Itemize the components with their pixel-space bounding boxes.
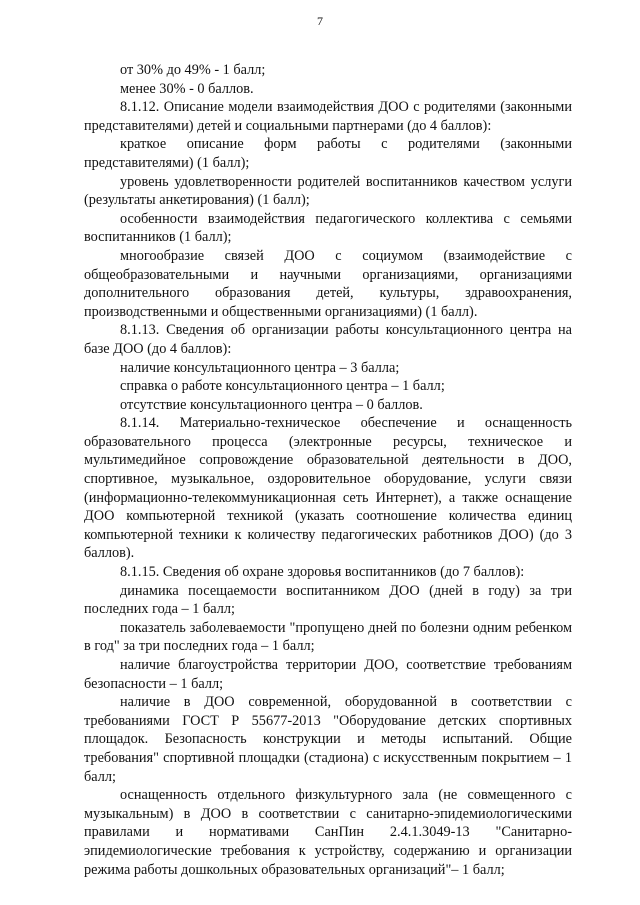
section-heading-8-1-14: 8.1.14. Материально-техническое обеспечение и оснащенность образовательного процесса (электронные ресурсы, техническое и мультимедийное сопровождение образовательной деятельности в ДОО, спортивное, музыкальное, оздоровительное оборудование, услуги связи (информационно-телекоммуникационная сеть Интернет), а также оснащение ДОО компьютерной техникой (указать соотношение количества единиц компьютерной техники к количеству педагогических работников ДОО) (до 3 баллов). [84, 415, 572, 562]
paragraph: отсутствие консультационного центра – 0 баллов. [120, 396, 423, 413]
section-heading-8-1-13: 8.1.13. Сведения об организации работы консультационного центра на базе ДОО (до 4 баллов): [84, 322, 572, 357]
paragraph: наличие консультационного центра – 3 балла; [120, 359, 400, 376]
section-heading-8-1-12: 8.1.12. Описание модели взаимодействия ДОО с родителями (законными представителями) детей и социальными партнерами (до 4 баллов): [84, 99, 572, 134]
paragraph: многообразие связей ДОО с социумом (взаимодействие с общеобразовательными и научными организациями, организациями дополнительного образования детей, культуры, здравоохранения, производственными и общественными организациями) (1 балл). [84, 247, 572, 320]
paragraph: динамика посещаемости воспитанником ДОО (дней в году) за три последних года – 1 балл; [84, 582, 572, 618]
paragraph: от 30% до 49% - 1 балл; [120, 62, 266, 78]
paragraph: особенности взаимодействия педагогического коллектива с семьями воспитанников (1 балл); [84, 210, 572, 246]
paragraph: наличие в ДОО современной, оборудованной в соответствии с требованиями ГОСТ Р 55677-2013 "Оборудование детских спортивных площадок. Безопасность конструкции и методы испытаний. Общие требования" спортивной площадки (стадиона) с искусственным покрытием – 1 балл; [84, 694, 572, 785]
paragraph: справка о работе консультационного центра – 1 балл; [120, 378, 445, 395]
paragraph: краткое описание форм работы с родителями (законными представителями) (1 балл); [84, 136, 572, 171]
paragraph: оснащенность отдельного физкультурного зала (не совмещенного с музыкальным) в ДОО в соответствии с санитарно-эпидемиологическими правилами и нормативами СанПин 2.4.1.3049-13 "Санитарно-эпидемиологические требования к устройству, содержанию и организации режима работы дошкольных образовательных организаций"– 1 балл; [84, 787, 572, 878]
paragraph: менее 30% - 0 баллов. [120, 80, 254, 97]
paragraph: наличие благоустройства территории ДОО, соответствие требованиям безопасности – 1 балл; [84, 657, 572, 692]
section-heading-8-1-15: 8.1.15. Сведения об охране здоровья воспитанников (до 7 баллов): [120, 564, 525, 581]
page-body [84, 61, 572, 879]
paragraph: показатель заболеваемости "пропущено дней по болезни одним ребенком в год" за три последних года – 1 балл; [84, 619, 572, 655]
paragraph: уровень удовлетворенности родителей воспитанников качеством услуги (результаты анкетирования) (1 балл); [84, 173, 572, 209]
page-number: 7 [317, 14, 323, 28]
